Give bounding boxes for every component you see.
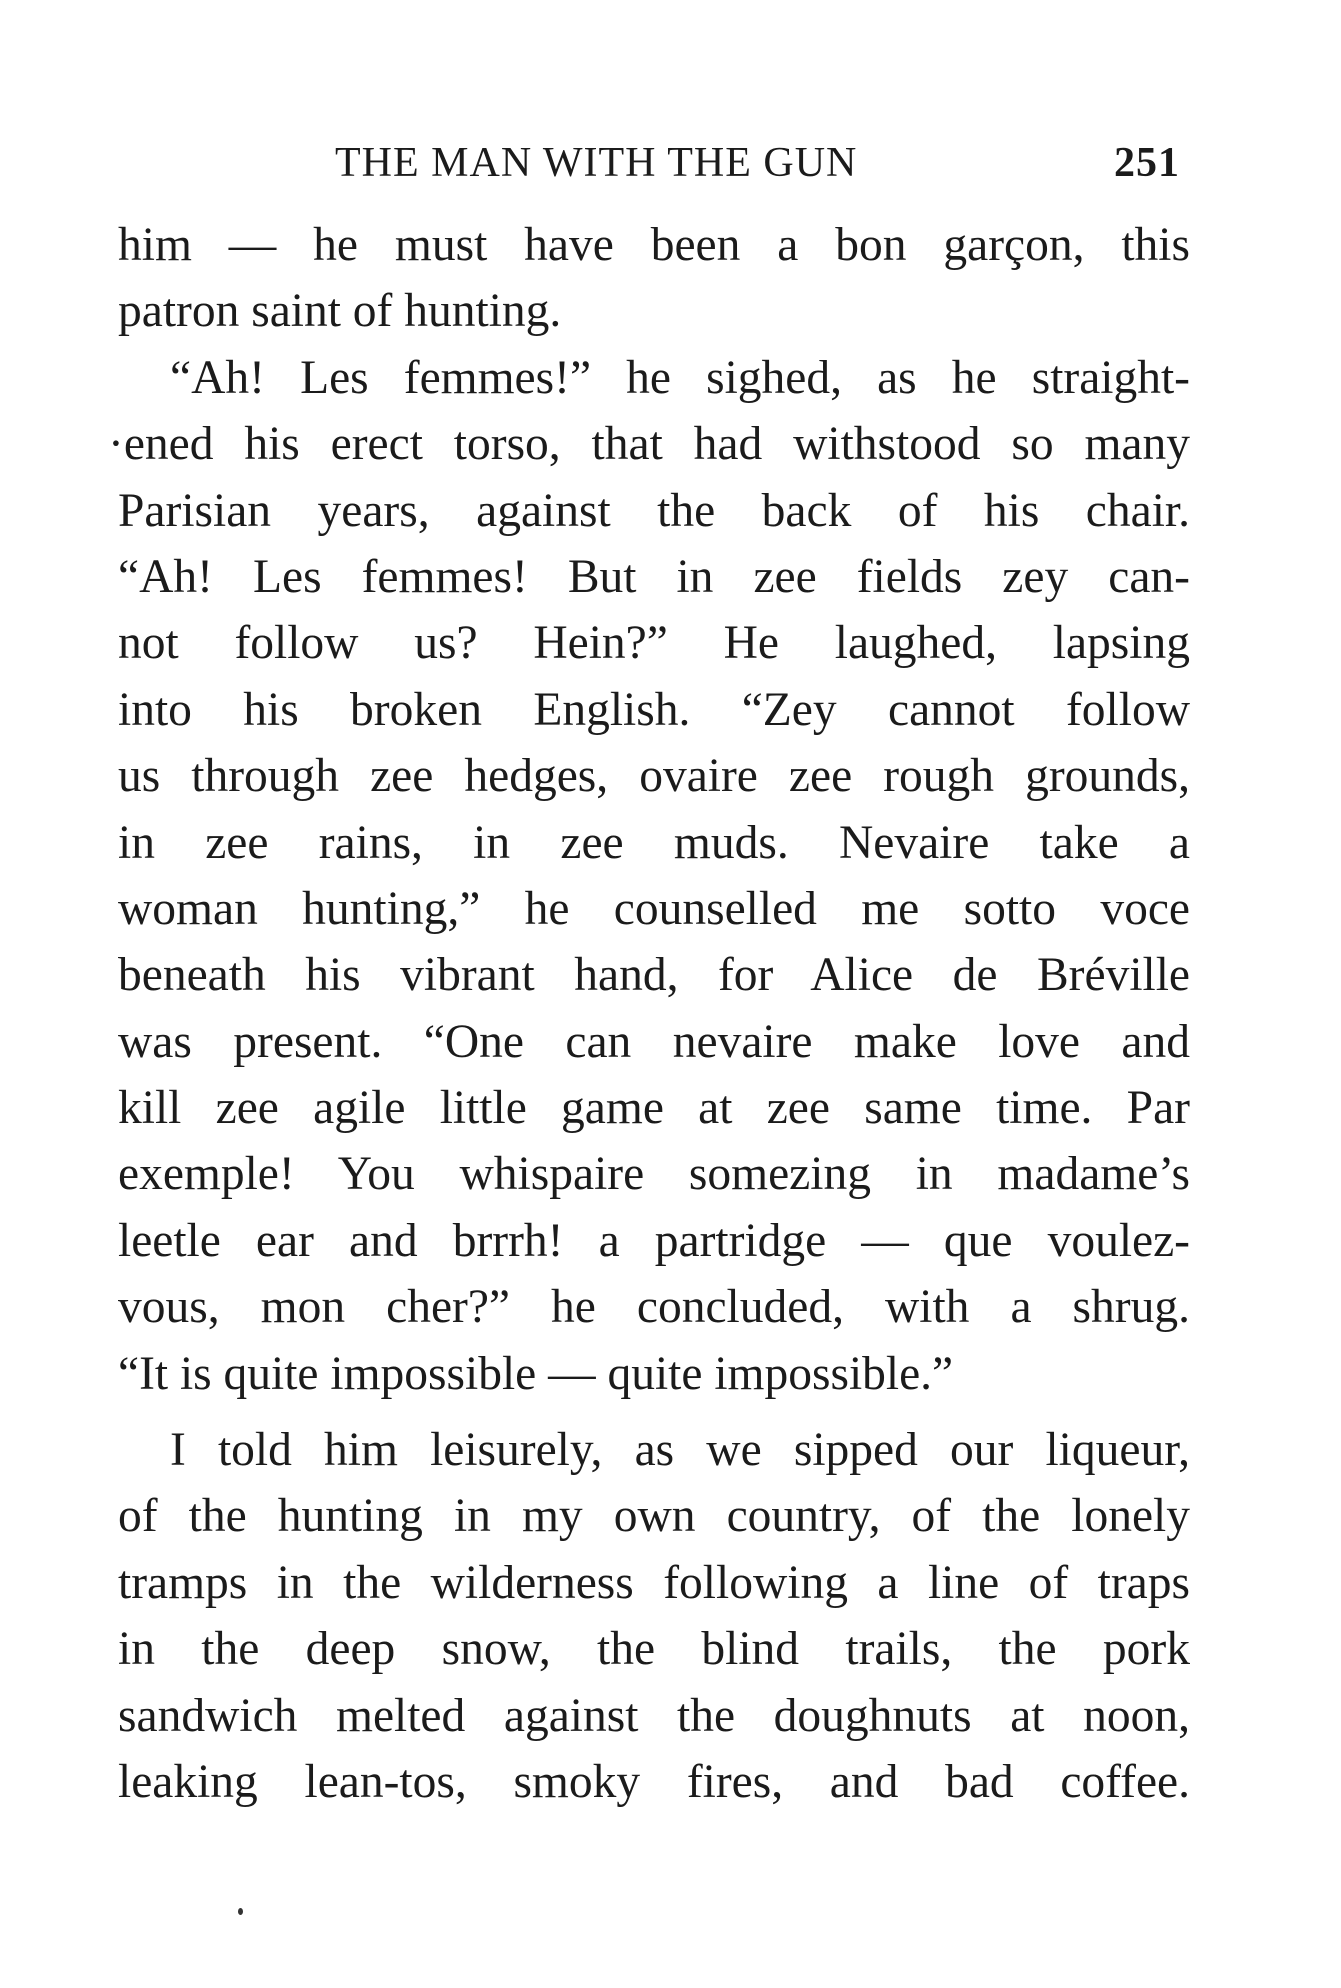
text-line: sandwich melted against the doughnuts at noon, (118, 1689, 1190, 1742)
text-line: I told him leisurely, as we sipped our liqueur, (170, 1424, 1190, 1477)
text-line: “Ah! Les femmes! But in zee fields zey can- (118, 550, 1190, 603)
text-line: in zee rains, in zee muds. Nevaire take a (118, 816, 1190, 869)
running-head (120, 139, 1180, 189)
text-line: woman hunting,” he counselled me sotto voce (118, 882, 1190, 935)
text-line: tramps in the wilderness following a line of traps (118, 1556, 1190, 1609)
text-line: “It is quite impossible — quite impossible.” (118, 1347, 954, 1400)
text-line: him — he must have been a bon garçon, this (118, 219, 1190, 271)
text-line: in the deep snow, the blind trails, the pork (118, 1623, 1190, 1676)
text-line: Parisian years, against the back of his chair. (118, 484, 1190, 537)
text-line: exemple! You whispaire somezing in madame’s (118, 1148, 1190, 1201)
page-number: 251 (1114, 140, 1180, 186)
text-line: leetle ear and brrrh! a partridge — que voulez- (118, 1214, 1190, 1267)
text-line: us through zee hedges, ovaire zee rough grounds, (118, 750, 1190, 803)
text-line: patron saint of hunting. (118, 285, 562, 338)
running-title: THE MAN WITH THE GUN (335, 140, 858, 186)
text-line: “Ah! Les femmes!” he sighed, as he straight- (170, 351, 1190, 404)
text-line: leaking lean-tos, smoky fires, and bad coffee. (118, 1755, 1190, 1808)
print-speck (238, 1908, 243, 1915)
text-line: ·ened his erect torso, that had withstood so many (108, 418, 1190, 471)
text-line: of the hunting in my own country, of the lonely (118, 1490, 1190, 1543)
text-line: kill zee agile little game at zee same time. Par (118, 1082, 1190, 1135)
text-line: not follow us? Hein?” He laughed, lapsing (118, 617, 1190, 670)
text-line: vous, mon cher?” he concluded, with a shrug. (118, 1281, 1190, 1334)
text-line: beneath his vibrant hand, for Alice de Bréville (118, 949, 1190, 1002)
text-line: into his broken English. “Zey cannot follow (118, 683, 1190, 736)
text-line: was present. “One can nevaire make love and (118, 1015, 1190, 1068)
body-text (108, 212, 1190, 1815)
